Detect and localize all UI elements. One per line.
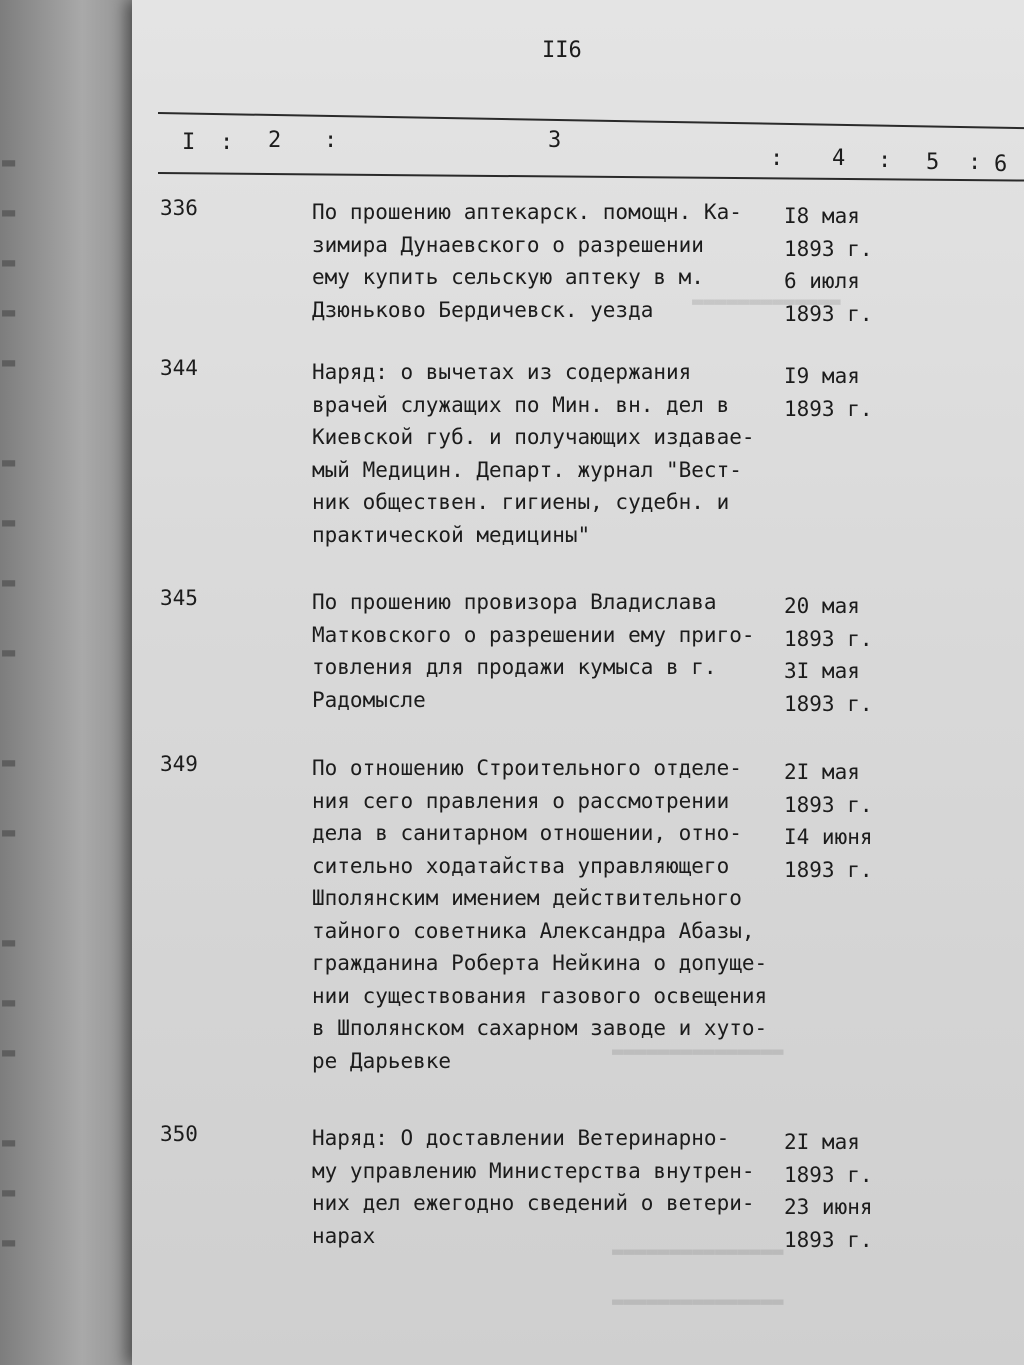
document-page: ▬▬▬▬▬▬▬▬▬▬▬▬▬ ▬▬▬▬▬▬▬▬▬▬▬▬▬▬▬ ▬▬▬▬▬▬▬▬▬▬▬▬▬▬▬ ▬▬▬▬▬▬▬▬▬▬▬▬▬▬▬ II6 I : 2 : 3 : 4 : 5 : 6 336 По прошению аптекарск. помощн. Ка- зимира Дунаевского о разрешении ему купить сельскую аптеку в м. Дзюньково Бердичевск. уезда I8 мая 1893 г. 6 июля 1893 г. 344 Наряд: о вычетах из содержания врачей служащих по Мин. вн. дел в Киевской губ. и получающих издавае- мый Медицин. Департ. журнал "Вест- ник обществен. гигиены, судебн. и практической медицины" I9 мая 1893 г. 345 По прошению провизора Владислава Матковского о разрешении ему приго- товления для продажи кумыса в г. Радомысле 20 мая 1893 г. 3I мая 1893 г. 349 По отношению Строительного отделе- ния сего правления о рассмотрении дела в санитарном отношении, отно- сительно ходатайства управляющего Шполянским имением действительного тайного советника Александра Абазы, гражданина Роберта Нейкина о допуще- нии существования газового освещения в Шполянском сахарном заводе и хуто- ре Дарьевке 2I мая 1893 г. I4 июня 1893 г. 350 Наряд: О доставлении Ветеринарно- му управлению Министерства внутрен- них дел ежегодно сведений о ветери- нарах 2I мая 1893 г. 23 июня 1893 г. bbox=[132, 0, 1024, 1365]
description-line: врачей служащих по Мин. вн. дел в bbox=[312, 392, 730, 417]
header-top-rule bbox=[158, 112, 1024, 129]
entry-dates bbox=[784, 590, 873, 720]
date-line: 3I мая bbox=[784, 659, 860, 683]
date-line: 2I мая bbox=[784, 760, 860, 784]
date-line: 1893 г. bbox=[784, 691, 873, 716]
description-line: в Шполянском сахарном заводе и хуто- bbox=[312, 1016, 768, 1040]
entry-dates bbox=[784, 360, 873, 425]
description-line: По прошению аптекарск. помощн. Ка- bbox=[312, 200, 742, 224]
description-line: Шполянским имением действительного bbox=[312, 886, 742, 910]
date-line: 1893 г. bbox=[784, 857, 873, 882]
facing-page-edge: ▬ ▬ ▬ ▬ ▬ ▬ ▬ ▬ ▬ ▬ ▬ ▬ ▬ ▬ ▬ ▬ ▬ bbox=[0, 0, 150, 1365]
entry-dates bbox=[784, 756, 873, 886]
entry-number: 345 bbox=[160, 586, 198, 610]
date-line: 23 июня bbox=[784, 1195, 873, 1219]
description-line: гражданина Роберта Нейкина о допуще- bbox=[312, 951, 768, 975]
description-line: Дзюньково Бердичевск. уезда bbox=[312, 297, 654, 322]
description-line: Радомысле bbox=[312, 687, 426, 712]
description-line: Наряд: о вычетах из содержания bbox=[312, 360, 692, 384]
column-header-4: 4 bbox=[832, 146, 846, 171]
date-line: 20 мая bbox=[784, 594, 860, 618]
description-line: практической медицины" bbox=[312, 522, 591, 547]
description-line: Наряд: О доставлении Ветеринарно- bbox=[312, 1126, 730, 1150]
show-through-text: ▬▬▬▬▬▬▬▬▬▬▬▬▬ bbox=[692, 290, 841, 312]
date-line: 1893 г. bbox=[784, 626, 873, 651]
date-line: 1893 г. bbox=[784, 301, 873, 326]
date-line: 1893 г. bbox=[784, 236, 873, 261]
date-line: 1893 г. bbox=[784, 1227, 873, 1252]
header-bottom-rule bbox=[158, 172, 1024, 182]
entry-dates bbox=[784, 1126, 873, 1256]
date-line: 1893 г. bbox=[784, 792, 873, 817]
facing-page-bleed: ▬ bbox=[2, 150, 16, 175]
page-number: II6 bbox=[542, 38, 582, 63]
entry-description bbox=[312, 196, 782, 326]
date-line: I8 мая bbox=[784, 204, 860, 228]
description-line: нарах bbox=[312, 1223, 376, 1248]
description-line: ник обществен. гигиены, судебн. и bbox=[312, 490, 730, 514]
entry-number: 336 bbox=[160, 196, 198, 220]
description-line: дела в санитарном отношении, отно- bbox=[312, 821, 742, 845]
column-header-6: 6 bbox=[994, 152, 1008, 177]
column-header-3: 3 bbox=[548, 128, 562, 153]
entry-description bbox=[312, 752, 782, 1077]
column-separator: : bbox=[770, 146, 784, 171]
entry-dates bbox=[784, 200, 873, 330]
column-header-2: 2 bbox=[268, 128, 282, 153]
entry-description bbox=[312, 1122, 782, 1252]
entry-description bbox=[312, 356, 782, 551]
description-line: По отношению Строительного отделе- bbox=[312, 756, 742, 780]
column-header-5: 5 bbox=[926, 150, 940, 175]
column-separator: : bbox=[968, 150, 982, 175]
entry-number: 349 bbox=[160, 752, 198, 776]
description-line: товления для продажи кумыса в г. bbox=[312, 655, 717, 679]
description-line: них дел ежегодно сведений о ветери- bbox=[312, 1191, 755, 1215]
date-line: 1893 г. bbox=[784, 1162, 873, 1187]
description-line: ре Дарьевке bbox=[312, 1048, 452, 1073]
description-line: Киевской губ. и получающих издавае- bbox=[312, 425, 755, 449]
description-line: тайного советника Александра Абазы, bbox=[312, 918, 755, 943]
column-separator: : bbox=[878, 148, 892, 173]
date-line: 6 июля bbox=[784, 269, 860, 293]
description-line: ему купить сельскую аптеку в м. bbox=[312, 265, 704, 289]
date-line: I9 мая bbox=[784, 364, 860, 388]
description-line: зимира Дунаевского о разрешении bbox=[312, 232, 704, 257]
entry-description bbox=[312, 586, 782, 716]
description-line: ния сего правления о рассмотрении bbox=[312, 788, 730, 813]
date-line: 1893 г. bbox=[784, 396, 873, 421]
description-line: нии существования газового освещения bbox=[312, 983, 768, 1008]
description-line: мый Медицин. Департ. журнал "Вест- bbox=[312, 457, 742, 482]
description-line: По прошению провизора Владислава bbox=[312, 590, 717, 614]
description-line: Матковского о разрешении ему приго- bbox=[312, 622, 755, 647]
entry-number: 350 bbox=[160, 1122, 198, 1146]
date-line: 2I мая bbox=[784, 1130, 860, 1154]
column-separator: : bbox=[324, 128, 338, 153]
description-line: му управлению Министерства внутрен- bbox=[312, 1158, 755, 1183]
entry-number: 344 bbox=[160, 356, 198, 380]
column-separator: : bbox=[220, 130, 234, 155]
description-line: сительно ходатайства управляющего bbox=[312, 853, 730, 878]
column-header-1: I bbox=[182, 130, 196, 155]
date-line: I4 июня bbox=[784, 825, 873, 849]
